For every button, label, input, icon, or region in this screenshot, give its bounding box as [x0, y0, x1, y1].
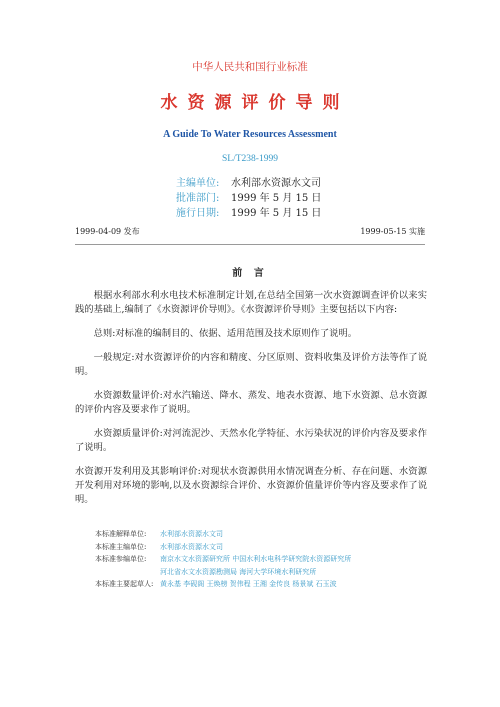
participants-continued: 河北省水文水资源勘测局 海河大学环境水利研究所 — [160, 567, 317, 576]
editor-label: 本标准主编单位: — [95, 542, 147, 551]
foreword-paragraph: 水资源质量评价:对河流泥沙、天然水化学特征、水污染状况的评价内容及要求作了说明。 — [75, 428, 427, 453]
meta-value: 水利部水资源水文司 — [231, 178, 321, 189]
effective-date: 1999-05-15 实施 — [360, 227, 425, 236]
foreword-title: 前 言 — [232, 268, 268, 279]
foreword-paragraph: 一般规定:对水资源评价的内容和精度、分区原则、资料收集及评价方法等作了说明。 — [75, 352, 427, 377]
standard-code: SL/T238-1999 — [222, 154, 278, 164]
meta-value: 1999 年 5 月 15 日 — [231, 208, 322, 219]
foreword-paragraph: 水资源开发利用及其影响评价:对现状水资源供用水情况调查分析、存在问题、水资源开发利用对环境的影响,以及水资源综合评价、水资源价值量评价等内容及要求作了说明。 — [75, 466, 427, 505]
industry-standard-label: 中华人民共和国行业标准 — [192, 61, 308, 73]
interpreter-value: 水利部水资源水文司 — [160, 530, 223, 538]
foreword-paragraph: 根据水利部水利水电技术标准制定计划,在总结全国第一次水资源调查评价以来实践的基础上,编制了《水资源评价导则》。《水资源评价导则》主要包括以下内容: — [75, 290, 427, 315]
publication-meta — [176, 176, 321, 221]
meta-row-effective — [176, 206, 321, 221]
foreword-body — [75, 289, 427, 517]
document-title: 水资源评价导则 — [160, 93, 350, 113]
authors-row — [95, 578, 435, 591]
standard-header — [0, 60, 500, 165]
meta-label: 施行日期: — [176, 208, 220, 219]
editor-row — [95, 541, 435, 554]
authors-label: 本标准主要起草人: — [95, 580, 154, 588]
participants-label: 本标准参编单位: — [95, 555, 147, 563]
authors-value: 黄永基 李砚阁 王焕榜 贺伟程 王湘 金传良 杨景斌 石玉波 — [160, 580, 337, 588]
meta-label: 批准部门: — [176, 193, 220, 204]
meta-row-editor — [176, 176, 321, 191]
interpreter-row — [95, 528, 435, 541]
foreword-paragraph: 水资源数量评价:对水汽输送、降水、蒸发、地表水资源、地下水资源、总水资源的评价内容及要求作了说明。 — [75, 390, 427, 415]
participants-value: 南京水文水资源研究所 中国水利水电科学研究院水资源研究所 — [160, 555, 352, 563]
drafting-units — [95, 528, 435, 591]
divider-line — [75, 244, 425, 245]
document-title-english: A Guide To Water Resources Assessment — [163, 129, 337, 140]
meta-value: 1999 年 5 月 15 日 — [231, 193, 322, 204]
participants-row — [95, 553, 435, 566]
foreword-paragraph: 总则:对标准的编制目的、依据、适用范围及技术原则作了说明。 — [93, 328, 358, 339]
meta-label: 主编单位: — [176, 178, 220, 189]
issue-dates — [75, 227, 425, 237]
issued-date: 1999-04-09 发布 — [75, 227, 140, 236]
meta-row-approval — [176, 191, 321, 206]
editor-value: 水利部水资源水文司 — [160, 542, 223, 551]
interpreter-label: 本标准解释单位: — [95, 530, 147, 538]
